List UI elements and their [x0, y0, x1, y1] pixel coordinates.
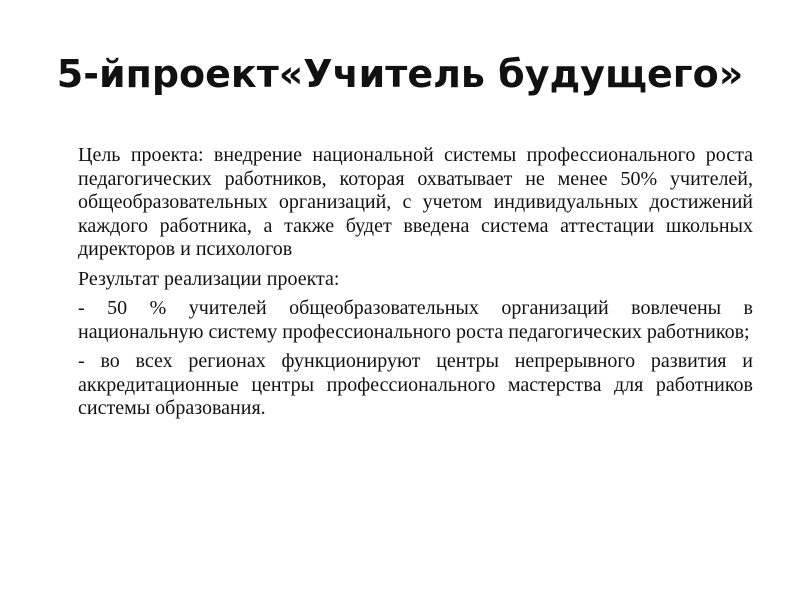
result-item-teachers: - 50 % учителей общеобразовательных организаций вовлечены в национальную систему профессионального роста педагогических работников; [78, 297, 753, 343]
goal-paragraph: Цель проекта: внедрение национальной системы профессионального роста педагогических работников, которая охватывает не менее 50% учителей, общеобразовательных организаций, с учетом индивидуальных достижений каждого работника, а также будет введена система аттестации школьных директоров и психологов [78, 144, 753, 260]
result-heading: Результат реализации проекта: [78, 267, 340, 290]
slide-title: 5-йпроект«Учитель будущего» [56, 52, 744, 96]
result-item-centers: - во всех регионах функционируют центры непрерывного развития и аккредитационные центры профессионального мастерства для работников системы образования. [78, 350, 753, 419]
slide-body [78, 144, 753, 427]
